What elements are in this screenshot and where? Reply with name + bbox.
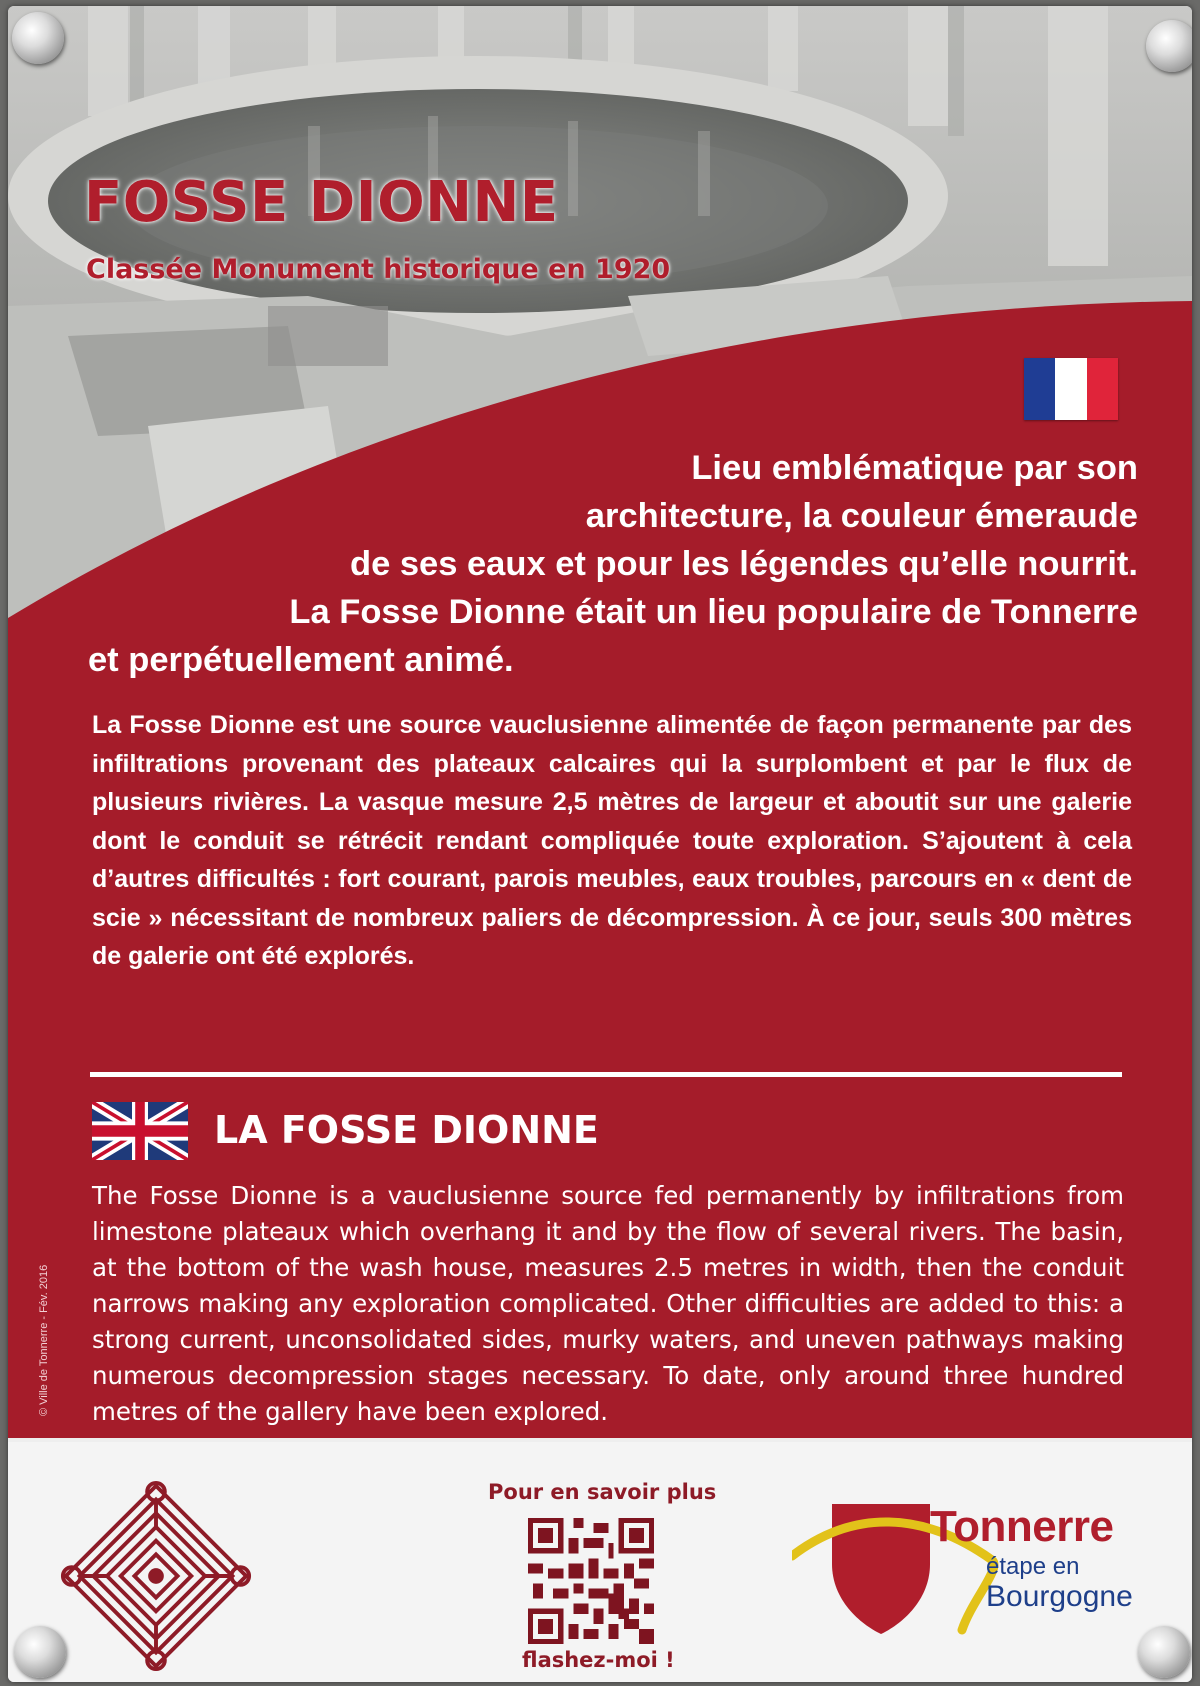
qr-code[interactable] [528, 1518, 654, 1644]
section-divider [90, 1072, 1122, 1077]
english-title: LA FOSSE DIONNE [214, 1108, 599, 1152]
brand-tagline: étape en [986, 1553, 1080, 1580]
uk-flag-icon [92, 1102, 188, 1160]
intro-line: architecture, la couleur émeraude [585, 497, 1138, 535]
mounting-screw [12, 12, 64, 64]
intro-line: La Fosse Dionne était un lieu populaire de Tonnerre [289, 593, 1138, 631]
qr-label: Pour en savoir plus [488, 1480, 717, 1504]
mounting-screw [1146, 20, 1192, 72]
labyrinth-logo [58, 1478, 254, 1674]
intro-text [88, 444, 1138, 684]
france-flag-icon [1024, 358, 1118, 420]
french-description: La Fosse Dionne est une source vauclusienne alimentée de façon permanente par des infiltrations provenant des plateaux calcaires qui la surplombent et par le flux de plusieurs rivières. La vasque mesure 2,5 mètres de largeur et aboutit sur une galerie dont le conduit se rétrécit rendant compliquée toute exploration. S’ajoutent à cela d’autres difficultés : fort courant, parois meubles, eaux troubles, parcours en « dent de scie » nécessitant de nombreux paliers de décompression. À ce jour, seuls 300 mètres de galerie ont été explorés. [92, 711, 1132, 970]
mounting-screw [1138, 1626, 1190, 1678]
qr-caption: flashez-moi ! [522, 1648, 675, 1672]
copyright-credit: © Ville de Tonnerre - Fév. 2016 [38, 1264, 50, 1416]
brand-name: Tonnerre [930, 1502, 1114, 1551]
sign-title: FOSSE DIONNE [84, 170, 559, 235]
intro-line: Lieu emblématique par son [691, 449, 1138, 487]
sign-footer [8, 1442, 1192, 1682]
information-sign [8, 6, 1192, 1682]
intro-line: de ses eaux et pour les légendes qu’elle nourrit. [350, 545, 1138, 583]
mounting-screw [14, 1626, 66, 1678]
intro-line: et perpétuellement animé. [88, 641, 514, 679]
english-description: The Fosse Dionne is a vauclusienne source fed permanently by infiltrations from limestone plateaux which overhang it and by the flow of several rivers. The basin, at the bottom of the wash house, measures 2.5 metres in width, then the conduit narrows making any exploration complicated. Other difficulties are added to this: a strong current, unconsolidated sides, murky waters, and uneven pathways making numerous decompression stages necessary. To date, only around three hundred metres of the gallery have been explored. [92, 1181, 1124, 1426]
sign-subtitle: Classée Monument historique en 1920 [86, 254, 671, 285]
brand-tagline-region: Bourgogne [986, 1580, 1133, 1613]
